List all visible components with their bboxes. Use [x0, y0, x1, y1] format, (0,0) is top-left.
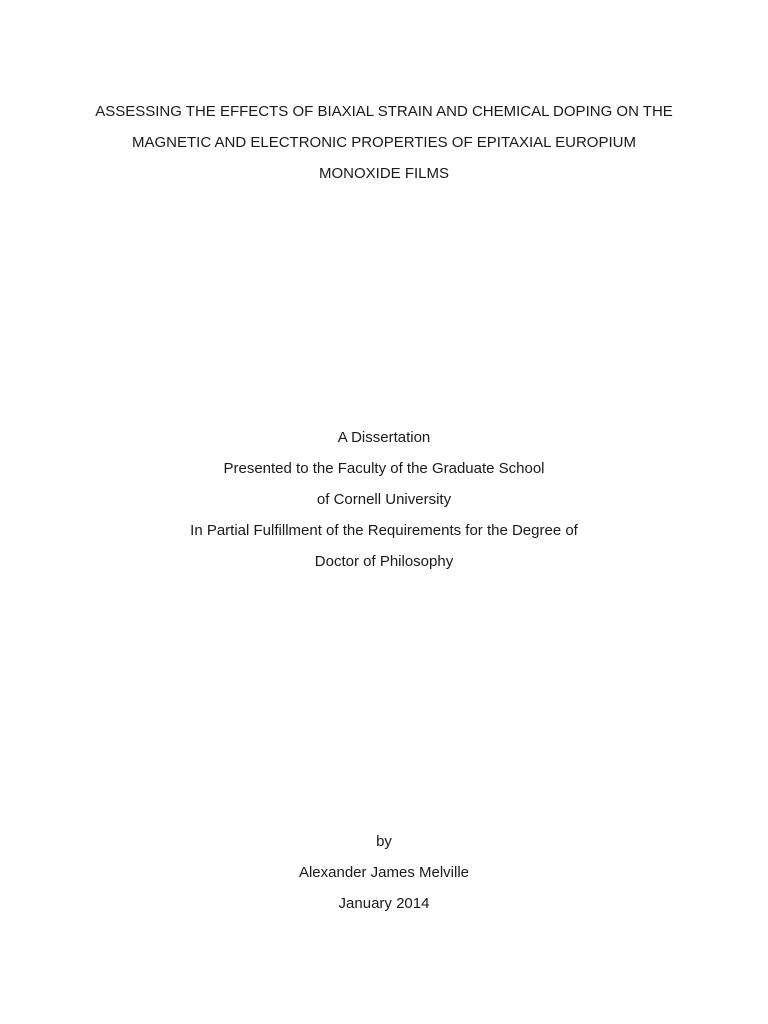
submission-date: January 2014 — [338, 895, 430, 912]
by-label: by — [376, 833, 392, 850]
title-line-2: MAGNETIC AND ELECTRONIC PROPERTIES OF EPITAXIAL EUROPIUM — [132, 134, 636, 151]
document-type: A Dissertation — [337, 429, 431, 446]
dissertation-title — [0, 96, 768, 189]
submission-statement — [0, 422, 768, 577]
presented-to: Presented to the Faculty of the Graduate School — [223, 460, 545, 477]
author-info — [0, 826, 768, 919]
university: of Cornell University — [316, 491, 452, 508]
degree-name: Doctor of Philosophy — [314, 553, 454, 570]
title-line-3: MONOXIDE FILMS — [318, 165, 449, 182]
fulfillment-statement: In Partial Fulfillment of the Requirements for the Degree of — [190, 522, 578, 539]
title-line-1: ASSESSING THE EFFECTS OF BIAXIAL STRAIN AND CHEMICAL DOPING ON THE — [95, 103, 673, 120]
author-name: Alexander James Melville — [298, 864, 470, 881]
